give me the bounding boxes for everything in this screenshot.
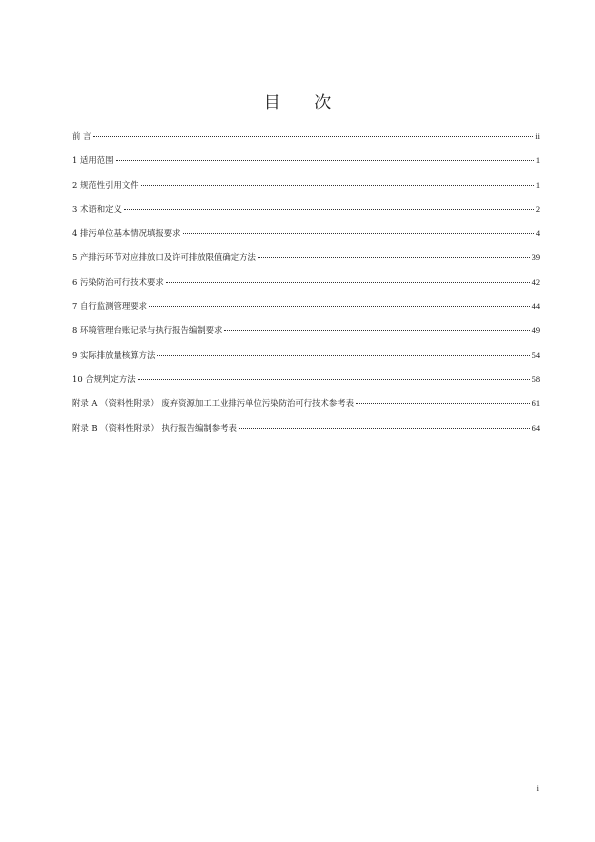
toc-entry-label: 附录 A （资料性附录） 废弃资源加工工业排污单位污染防治可行技术参考表 bbox=[72, 398, 355, 409]
toc-entry-label: 4 排污单位基本情况填报要求 bbox=[72, 228, 181, 239]
toc-entry-page: 58 bbox=[531, 374, 540, 384]
toc-entry-page: 54 bbox=[531, 350, 540, 360]
toc-dot-leader bbox=[183, 233, 534, 234]
toc-entry-8[interactable] bbox=[72, 322, 540, 346]
toc-entry-2[interactable] bbox=[72, 177, 540, 201]
toc-entry-label: 3 术语和定义 bbox=[72, 203, 122, 214]
toc-entry-page: 61 bbox=[531, 399, 540, 409]
toc-entry-page: ii bbox=[535, 132, 540, 141]
toc-entry-3[interactable] bbox=[72, 201, 540, 225]
toc-dot-leader bbox=[224, 330, 529, 331]
toc-entry-label: 5 产排污环节对应排放口及许可排放限值确定方法 bbox=[72, 252, 256, 263]
toc-entry-page: 1 bbox=[535, 180, 540, 190]
toc-entry-1[interactable] bbox=[72, 152, 540, 176]
toc-entry-page: 4 bbox=[535, 229, 540, 239]
toc-entry-label: 附录 B （资料性附录） 执行报告编制参考表 bbox=[72, 422, 237, 433]
toc-dot-leader bbox=[141, 185, 534, 186]
toc-entry-page: 1 bbox=[535, 156, 540, 166]
toc-entry-label: 10 合规判定方法 bbox=[72, 373, 136, 384]
toc-dot-leader bbox=[116, 160, 534, 161]
toc-entry-page: 64 bbox=[531, 423, 540, 433]
toc-entry-label: 7 自行监测管理要求 bbox=[72, 301, 147, 312]
toc-entry-label: 6 污染防治可行技术要求 bbox=[72, 276, 164, 287]
toc-entry-7[interactable] bbox=[72, 298, 540, 322]
toc-entry-page: 2 bbox=[535, 204, 540, 214]
toc-dot-leader bbox=[124, 209, 534, 210]
toc-entry-10[interactable] bbox=[72, 371, 540, 395]
toc-entry-appendix-a[interactable] bbox=[72, 395, 540, 419]
toc-entry-5[interactable] bbox=[72, 249, 540, 273]
toc-entry-page: 49 bbox=[531, 326, 540, 336]
toc-entry-foreword[interactable] bbox=[72, 128, 540, 152]
toc-dot-leader bbox=[166, 282, 530, 283]
toc-entry-page: 39 bbox=[531, 253, 540, 263]
toc-entry-6[interactable] bbox=[72, 274, 540, 298]
toc-dot-leader bbox=[258, 257, 530, 258]
toc-entry-label: 9 实际排放量核算方法 bbox=[72, 349, 156, 360]
table-of-contents bbox=[72, 128, 540, 444]
toc-entry-label: 前 言 bbox=[72, 131, 92, 141]
toc-dot-leader bbox=[93, 136, 533, 137]
toc-entry-label: 8 环境管理台账记录与执行报告编制要求 bbox=[72, 325, 223, 336]
toc-entry-label: 2 规范性引用文件 bbox=[72, 179, 139, 190]
toc-entry-appendix-b[interactable] bbox=[72, 420, 540, 444]
toc-entry-page: 42 bbox=[531, 277, 540, 287]
toc-entry-4[interactable] bbox=[72, 225, 540, 249]
toc-dot-leader bbox=[149, 306, 530, 307]
toc-entry-label: 1 适用范围 bbox=[72, 155, 114, 166]
page-number: i bbox=[536, 783, 539, 793]
toc-dot-leader bbox=[138, 379, 530, 380]
toc-entry-9[interactable] bbox=[72, 347, 540, 371]
toc-dot-leader bbox=[157, 355, 529, 356]
toc-entry-page: 44 bbox=[531, 302, 540, 312]
toc-dot-leader bbox=[356, 403, 530, 404]
toc-dot-leader bbox=[239, 428, 530, 429]
page-title: 目 次 bbox=[263, 93, 346, 113]
